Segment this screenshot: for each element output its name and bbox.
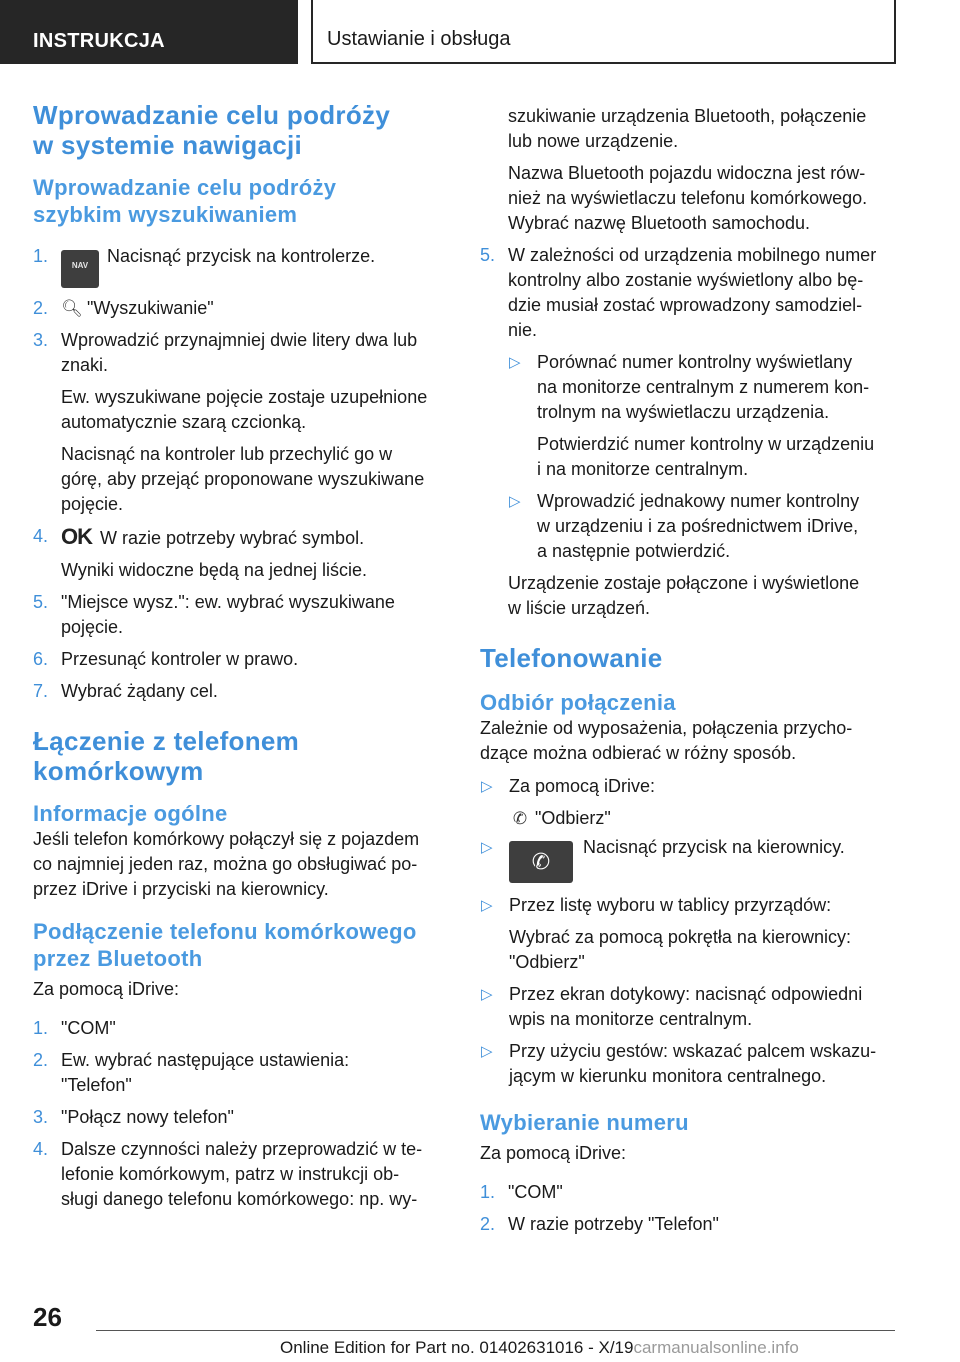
left-column	[33, 100, 451, 1212]
calling-title: Telefonowanie	[480, 643, 663, 673]
ok-icon: OK	[61, 524, 92, 549]
phone-title: Łączenie z telefonem komórkowym	[33, 726, 300, 786]
answer-option-steering-button: ▷ ✆Nacisnąć przycisk na kierownicy.	[480, 835, 900, 883]
triangle-bullet-icon: ▷	[509, 493, 521, 510]
page-number: 26	[33, 1302, 62, 1332]
watermark: carmanualsonline.info	[633, 1338, 799, 1357]
bt-step-5-option-2: ▷ Wprowadzić jednakowy numer kontrolny w urządzeniu i za pośrednictwem iDrive, a następnie potwierdzić.	[509, 491, 860, 561]
answer-option-gesture: ▷ Przy użyciu gestów: wskazać palcem wskazu- jącym w kierunku monitora centralnego.	[481, 1041, 877, 1086]
footer-divider	[96, 1330, 895, 1331]
triangle-bullet-icon: ▷	[481, 897, 493, 914]
bluetooth-title: Podłączenie telefonu komórkowego przez Bluetooth	[33, 919, 417, 971]
chapter-tab: Ustawianie i obsługa	[311, 0, 896, 64]
quick-step-7: 7. Wybrać żądany cel.	[33, 681, 218, 701]
quick-search-title: Wprowadzanie celu podróży szybkim wyszukiwaniem	[33, 175, 337, 227]
bt-step-5-option-1: ▷ Porównać numer kontrolny wyświetlany na monitorze centralnym z numerem kon- trolnym na wyświetlaczu urządzenia. Potwierdzić numer kontrolny w urządzeniu i na monitorze centralnym.	[509, 352, 875, 479]
triangle-bullet-icon: ▷	[509, 354, 521, 371]
triangle-bullet-icon: ▷	[481, 1043, 493, 1060]
right-column	[480, 100, 900, 1237]
quick-step-4: 4. OK W razie potrzeby wybrać symbol. Wyniki widoczne będą na jednej liście.	[33, 524, 367, 580]
dial-step-1: 1. "COM"	[480, 1182, 563, 1202]
quick-step-5: 5. "Miejsce wysz.": ew. wybrać wyszukiwane pojęcie.	[33, 592, 395, 637]
answer-option-instrument-list: ▷ Przez listę wyboru w tablicy przyrządów: Wybrać za pomocą pokrętła na kierownicy: "Odbierz"	[481, 895, 851, 972]
dial-step-2: 2. W razie potrzeby "Telefon"	[480, 1214, 719, 1234]
search-icon: 🔍︎	[61, 299, 83, 318]
bt-step-3: 3. "Połącz nowy telefon"	[33, 1107, 234, 1127]
phone-handset-icon: ✆	[512, 809, 528, 828]
triangle-bullet-icon: ▷	[481, 986, 493, 1003]
nav-title: Wprowadzanie celu podróży w systemie nawigacji	[33, 100, 391, 160]
bt-step-4-continued: szukiwanie urządzenia Bluetooth, połączenie lub nowe urządzenie. Nazwa Bluetooth pojazdu widoczna jest rów- nież na wyświetlaczu telefonu komórkowego. Wybrać nazwę Bluetooth samochodu.	[508, 106, 868, 233]
bt-step-5: 5. W zależności od urządzenia mobilnego numer kontrolny albo zostanie wyświetlony albo bę- dzie musiał zostać wprowadzony samodziel- nie. ▷ Porównać numer kontrolny wyświetlany na monitorze centralnym z numerem kon- trolnym na wyświetlaczu urządzenia. Potwierdzić numer kontrolny w urządzeniu i na monitorze centralnym. ▷ Wprowadzić jednakowy numer kontrolny w urządzeniu i za pośrednictwem iDrive, a następnie potwierdzić. Urządzenie zostaje połączone i wyświetlone w liście urządzeń.	[480, 243, 900, 621]
section-tab: INSTRUKCJA	[0, 0, 298, 64]
answer-title: Odbiór połączenia	[480, 690, 676, 715]
quick-step-2: 2. 🔍︎ "Wyszukiwanie"	[33, 296, 451, 321]
steering-phone-button-icon: ✆	[509, 841, 573, 883]
footer-edition: Online Edition for Part no. 01402631016 - X/19carmanualsonline.info	[280, 1338, 799, 1357]
nav-key-icon: NAV	[61, 250, 99, 288]
bt-step-4: 4. Dalsze czynności należy przeprowadzić w te- lefonie komórkowym, patrz w instrukcji ob- sługi danego telefonu komórkowego: np. wy-	[33, 1139, 423, 1209]
answer-intro: Zależnie od wyposażenia, połączenia przycho- dzące można odbierać w różny sposób.	[480, 718, 853, 763]
answer-option-idrive: ▷ Za pomocą iDrive: ✆ "Odbierz"	[480, 774, 900, 831]
dial-title: Wybieranie numeru	[480, 1110, 689, 1135]
general-info-text: Jeśli telefon komórkowy połączył się z pojazdem co najmniej jeden raz, można go obsługiwać po- przez iDrive i przyciski na kierownicy.	[33, 829, 420, 899]
triangle-bullet-icon: ▷	[481, 778, 493, 795]
bt-step-2: 2. Ew. wybrać następujące ustawienia: "Telefon"	[33, 1050, 350, 1095]
quick-step-6: 6. Przesunąć kontroler w prawo.	[33, 649, 299, 669]
quick-step-3: 3. Wprowadzić przynajmniej dwie litery dwa lub znaki. Ew. wyszukiwane pojęcie zostaje uzupełnione automatycznie szarą czcionką. Nacisnąć na kontroler lub przechylić go w górę, aby przejąć proponowane wyszukiwane pojęcie.	[33, 330, 428, 514]
dial-intro: Za pomocą iDrive:	[480, 1143, 627, 1163]
answer-option-touchscreen: ▷ Przez ekran dotykowy: nacisnąć odpowiedni wpis na monitorze centralnym.	[481, 984, 863, 1029]
general-info-title: Informacje ogólne	[33, 801, 228, 826]
page-header	[0, 0, 960, 66]
bluetooth-intro: Za pomocą iDrive:	[33, 979, 180, 999]
triangle-bullet-icon: ▷	[481, 839, 493, 856]
bt-step-1: 1. "COM"	[33, 1018, 116, 1038]
quick-step-1: 1. NAV Nacisnąć przycisk na kontrolerze.	[33, 244, 451, 288]
